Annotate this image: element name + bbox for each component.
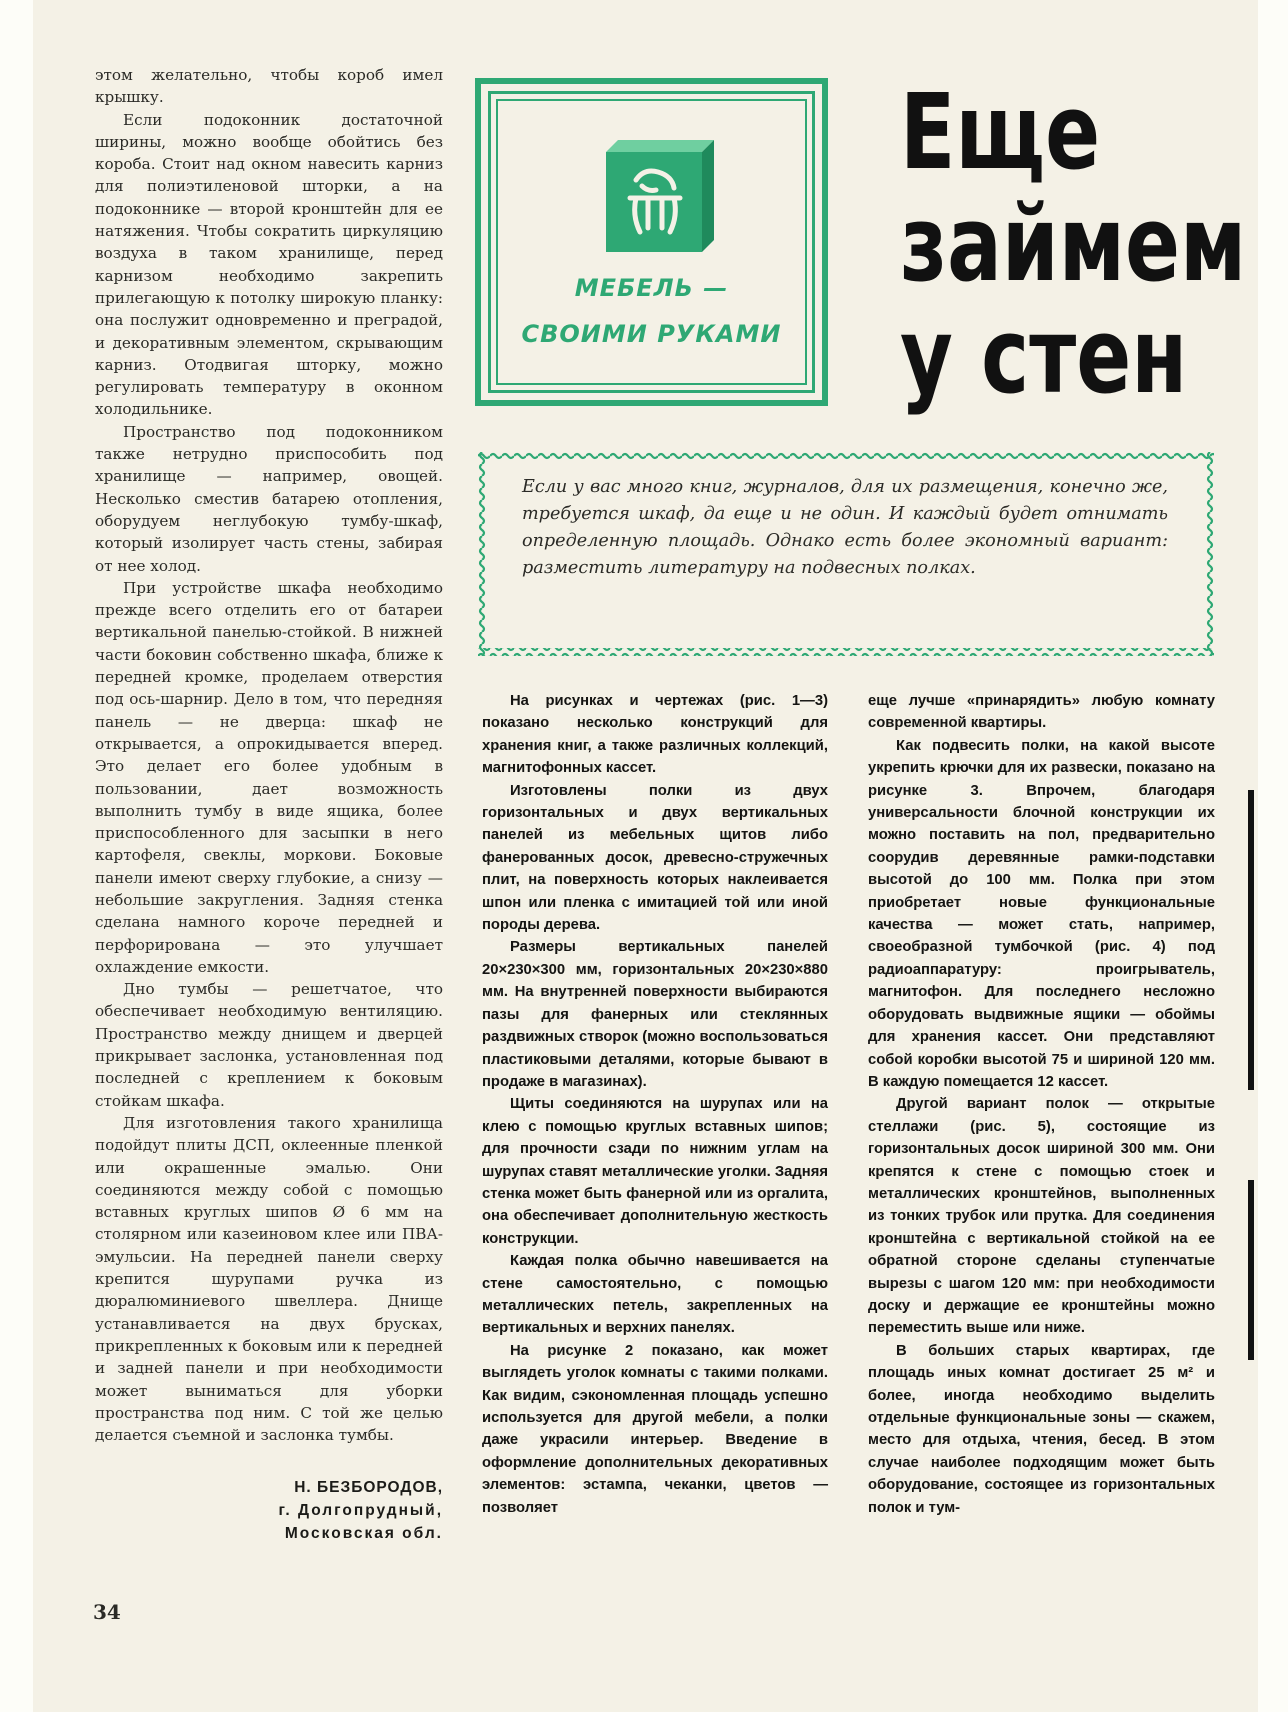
right-paragraph: еще лучше «принарядить» любую комнату современной квартиры. <box>868 693 1215 732</box>
edge-marker <box>1248 1180 1254 1360</box>
right-column <box>868 690 1215 1519</box>
author-city: г. Долгопрудный, <box>278 1502 443 1519</box>
right-paragraph: В больших старых квартирах, где площадь иных комнат достигает 25 м² и более, иногда необходимо выделить отдельные функциональные зоны — скажем, место для отдыха, чтения, бесед. В этом случае наиболее подходящим может быть оборудование, состоящее из горизонтальных полок и тум- <box>868 1342 1215 1516</box>
middle-paragraph: Изготовлены полки из двух горизонтальных и двух вертикальных панелей из мебельных щитов либо фанерованных досок, древесно-стружечных плит, на поверхность которых наклеивается шпон или пленка с имитацией той или иной породы дерева. <box>482 782 828 934</box>
left-paragraph: Дно тумбы — решетчатое, что обеспечивает необходимую вентиляцию. Пространство между днищем и дверцей прикрывает заслонка, установленная под последней с креплением к боковым стойкам шкафа. <box>95 980 443 1110</box>
left-paragraph: При устройстве шкафа необходимо прежде всего отделить его от батареи вертикальной панелью-стойкой. В нижней части боковин собственно шкафа, ближе к передней кромке, проделаем отверстия под ось-шарнир. Дело в том, что передняя панель — не дверца: шкаф не открывается, а опрокидывается вперед. Это делает его более удобным в пользовании, дает возможность выполнить тумбу в виде ящика, более приспособленного для засыпки в него картофеля, свеклы, моркови. Боковые панели имеют сверху глубокие, а снизу — небольшие закругления. Задняя стенка сделана намного короче передней и перфорирована — это улучшает охлаждение емкости. <box>95 578 443 976</box>
title-line3: у стен <box>900 295 1188 417</box>
rubric-logo <box>475 78 828 406</box>
middle-paragraph: Каждая полка обычно навешивается на стене самостоятельно, с помощью металлических петель, закрепленных на вертикальных и верхних панелях. <box>482 1253 828 1337</box>
title-line1: Еще <box>900 71 1101 193</box>
middle-paragraph: Щиты соединяются на шурупах или на клею с помощью круглых вставных шипов; для прочности сзади по нижним углам на шурупах ставят металлические уголки. Задняя стенка может быть фанерной или из оргалита, она обеспечивает дополнительную жесткость конструкции. <box>482 1096 828 1247</box>
author-name: Н. БЕЗБОРОДОВ, <box>294 1479 443 1496</box>
middle-paragraph: На рисунках и чертежах (рис. 1—3) показано несколько конструкций для хранения книг, а также различных коллекций, магнитофонных кассет. <box>482 693 828 777</box>
chair-cube-icon <box>596 136 716 254</box>
left-paragraph: Пространство под подоконником также нетрудно приспособить под хранилище — например, овощей. Несколько сместив батарею отопления, оборудуем неглубокую тумбу-шкаф, который изолирует часть стены, забирая от нее холод. <box>95 422 443 575</box>
left-paragraph: этом желательно, чтобы короб имел крышку. <box>95 66 443 107</box>
lead-text: Если у вас много книг, журналов, для их размещения, конечно же, требуется шкаф, да еще и не один. И каждый будет отнимать определенную площадь. Однако есть более экономный вариант: разместить литературу на подвесных полках. <box>522 477 1168 578</box>
author-region: Московская обл. <box>284 1525 443 1542</box>
rubric-line1: МЕБЕЛЬ — <box>574 274 729 302</box>
article-title <box>900 71 1247 417</box>
left-paragraph: Если подоконник достаточной ширины, можно вообще обойтись без короба. Стоит над окном навесить карниз для полиэтиленовой шторки, а на подоконнике — второй кронштейн для ее натяжения. Чтобы сократить циркуляцию воздуха в таком хранилище, перед карнизом необходимо закрепить прилегающую к потолку широкую планку: она послужит одновременно и преградой, и декоративным элементом, скрывающим карниз. Отодвигая шторку, можно регулировать температуру в оконном холодильнике. <box>95 110 443 419</box>
middle-column <box>482 690 828 1519</box>
rubric-line2: СВОИМИ РУКАМИ <box>521 320 782 348</box>
title-line2: займем <box>900 183 1247 305</box>
right-paragraph: Другой вариант полок — открытые стеллажи (рис. 5), состоящие из горизонтальных досок шириной 300 мм. Они крепятся к стене с помощью стоек и металлических кронштейнов, выполненных из тонких трубок или прутка. Для соединения кронштейна с вертикальной стойкой на ее обратной стороне сделаны ступенчатые вырезы с шагом 120 мм: при необходимости доску и держащие ее кронштейны можно переместить выше или ниже. <box>868 1096 1215 1337</box>
author-signature <box>200 1476 443 1545</box>
lead-box <box>478 452 1214 656</box>
right-paragraph: Как подвесить полки, на какой высоте укрепить крючки для их развески, показано на рисунке 3. Впрочем, благодаря универсальности блочной конструкции их можно поставить на пол, предварительно соорудив деревянные рамки-подставки высотой до 100 мм. Полка при этом приобретает новые функциональные качества — может стать, например, своеобразной тумбочкой (рис. 4) под радиоаппаратуру: проигрыватель, магнитофон. Для последнего несложно оборудовать выдвижные ящики — обоймы для хранения кассет. Они представляют собой коробки высотой 75 и шириной 120 мм. В каждую помещается 12 кассет. <box>868 737 1215 1090</box>
middle-paragraph: На рисунке 2 показано, как может выглядеть уголок комнаты с такими полками. Как видим, сэкономленная площадь успешно используется для другой мебели, а полки даже украсили интерьер. Введение в оформление дополнительных декоративных элементов: эстампа, чеканки, цветов — позволяет <box>482 1342 828 1516</box>
left-column <box>95 64 443 1446</box>
page-number: 34 <box>93 1600 121 1624</box>
middle-paragraph: Размеры вертикальных панелей 20×230×300 мм, горизонтальных 20×230×880 мм. На внутренней поверхности выбираются пазы для фанерных или стеклянных раздвижных створок (можно воспользоваться пластиковыми деталями, которые бывают в продаже в магазинах). <box>482 939 828 1090</box>
edge-marker <box>1248 790 1254 1090</box>
left-paragraph: Для изготовления такого хранилища подойдут плиты ДСП, оклеенные пленкой или окрашенные эмалью. Они соединяются между собой с помощью вставных круглых шипов Ø 6 мм на столярном или казеиновом клее или ПВА-эмульсии. На передней панели сверху крепится шурупами ручка из дюралюминиевого швеллера. Днище устанавливается на двух брусках, прикрепленных к боковым или к передней и задней панели и при необходимости может выниматься для уборки пространства под ним. С той же целью делается съемной и заслонка тумбы. <box>95 1113 443 1445</box>
